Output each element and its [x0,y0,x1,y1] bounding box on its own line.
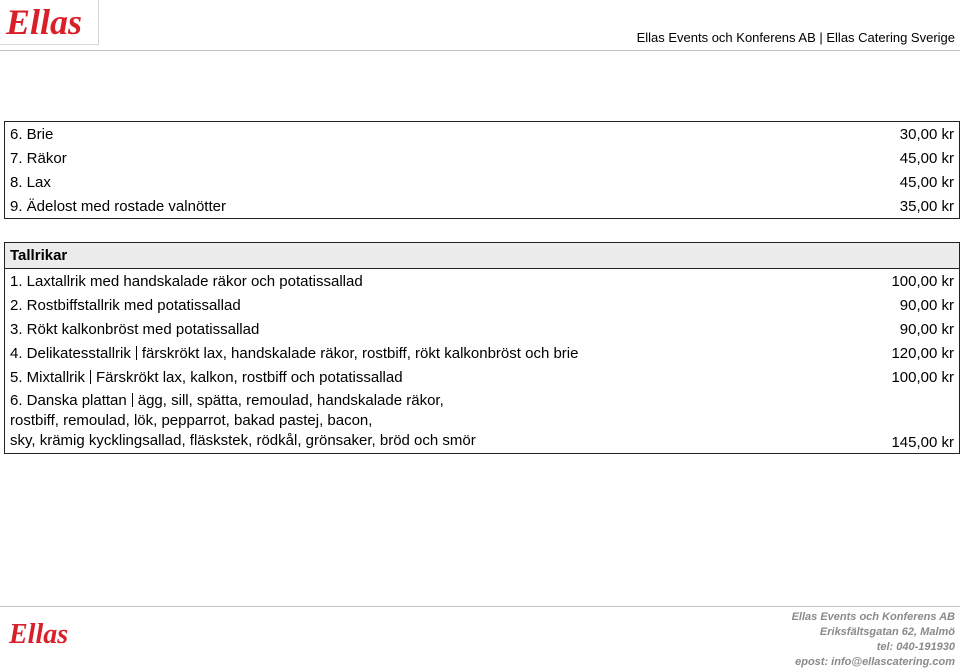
item-price: 120,00 kr [891,344,954,362]
item-name: 1. Laxtallrik med handskalade räkor och potatissallad [10,272,363,290]
table-row [5,341,960,365]
item-price: 35,00 kr [899,197,954,215]
table-row [5,365,960,389]
footer-divider [0,606,960,607]
item-description: Färskrökt lax, kalkon, rostbiff och potatissallad [96,368,403,386]
footer-logo-text: Ellas [9,619,69,649]
separator [90,370,91,384]
item-name: 2. Rostbiffstallrik med potatissallad [10,296,241,314]
item-name: 3. Rökt kalkonbröst med potatissallad [10,320,260,338]
table-row [5,317,960,341]
header-company-line: Ellas Events och Konferens AB | Ellas Catering Sverige [636,30,955,45]
ellas-logo [4,2,96,42]
footer-email: epost: info@ellascatering.com [795,656,955,668]
item-price: 90,00 kr [899,320,954,338]
header-divider [0,50,960,51]
footer-company: Ellas Events och Konferens AB [791,611,955,623]
item-title: 4. Delikatesstallrik [10,344,131,362]
table-row [5,269,960,294]
section-heading: Tallrikar [5,243,960,269]
item-name [5,365,483,389]
item-description: ägg, sill, spätta, remoulad, handskalade räkor, rostbiff, remoulad, lök, pepparrot, bakad pastej, bacon, [10,392,444,429]
item-name: 7. Räkor [10,149,67,167]
item-name [5,389,483,454]
separator [132,393,133,407]
footer-phone: tel: 040-191930 [876,641,955,653]
logo-text: Ellas [6,2,83,42]
item-price: 30,00 kr [899,125,954,143]
plates-header-row [5,243,960,269]
item-description: färskrökt lax, handskalade räkor, rostbiff, rökt kalkonbröst och brie [141,344,579,362]
item-price: 145,00 kr [891,434,954,451]
table-row [5,293,960,317]
header-logo-box [0,0,99,45]
footer-logo [8,617,78,654]
item-price: 100,00 kr [891,272,954,290]
item-title: 5. Mixtallrik [10,368,86,386]
item-name [5,341,579,365]
item-price: 45,00 kr [899,149,954,167]
separator [136,346,137,360]
table-row [5,170,960,194]
footer-contact [792,610,955,670]
table-row [5,146,960,170]
item-name: 9. Ädelost med rostade valnötter [10,197,226,215]
item-line-1 [10,391,477,431]
table-row [5,122,960,147]
table-row [5,389,960,454]
item-name: 8. Lax [10,173,51,191]
table-row [5,194,960,219]
price-list-table [4,121,960,219]
item-name: 6. Brie [10,125,54,143]
item-price: 45,00 kr [899,173,954,191]
item-price: 100,00 kr [891,368,954,386]
item-price: 90,00 kr [899,296,954,314]
item-title: 6. Danska plattan [10,392,127,409]
item-line-2: sky, krämig kycklingsallad, fläskstek, rödkål, grönsaker, bröd och smör [10,432,476,449]
ellas-logo-small [8,617,78,649]
footer-address: Eriksfältsgatan 62, Malmö [819,626,955,638]
plates-table [4,242,960,454]
